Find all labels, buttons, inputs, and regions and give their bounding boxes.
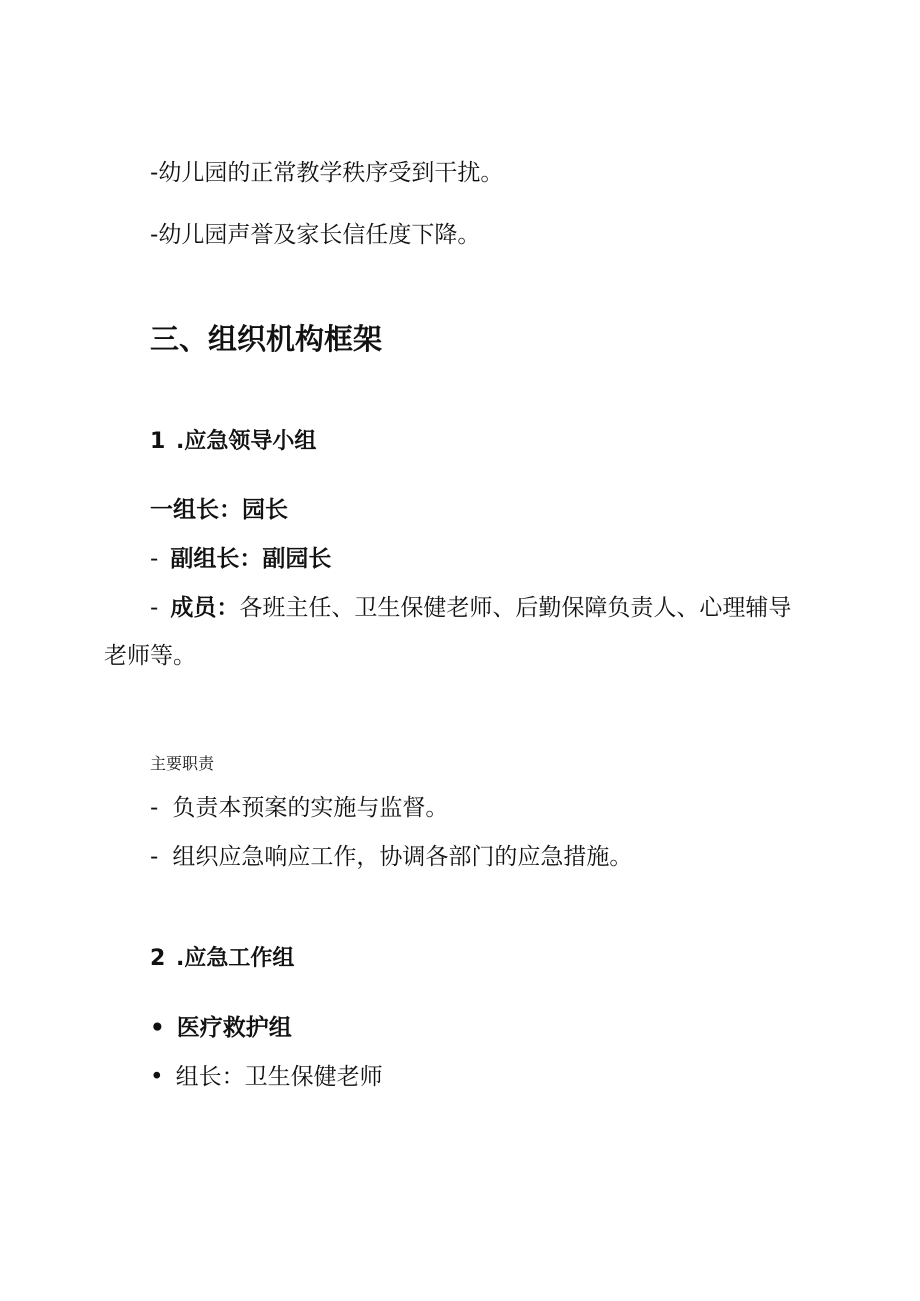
medical-group-title: 医疗救护组 — [176, 1015, 292, 1041]
duty-text: 负责本预案的实施与监督。 — [172, 795, 449, 821]
dash-mark: - — [150, 546, 159, 572]
leader-label: 组长： — [173, 497, 242, 523]
medical-leader-text: 组长：卫生保健老师 — [175, 1064, 383, 1090]
dash-mark: - — [150, 795, 159, 821]
dash-mark: - — [150, 595, 159, 621]
leader-value: 园长 — [242, 497, 288, 523]
duty-text: 组织应急响应工作，协调各部门的应急措施。 — [172, 844, 633, 870]
dash-mark: - — [150, 844, 159, 870]
dash-mark: 一 — [150, 497, 173, 523]
bullet-icon: • — [150, 1015, 165, 1041]
members-value-line1: 各班主任、卫生保健老师、后勤保障负责人、心理辅导 — [239, 595, 792, 621]
subsection-title-text: .应急工作组 — [176, 946, 295, 971]
risk-text: 幼儿园声誉及家长信任度下降。 — [158, 222, 481, 248]
leader-line — [150, 499, 288, 522]
risk-text: 幼儿园的正常教学秩序受到干扰。 — [158, 160, 504, 186]
duty-item-2 — [150, 846, 632, 869]
subsection-title-leadership — [150, 431, 316, 453]
bullet-icon: • — [150, 1064, 164, 1090]
medical-group-item — [150, 1017, 292, 1040]
deputy-value: 副园长 — [262, 546, 332, 572]
risk-item-1 — [150, 162, 503, 185]
duties-heading: 主要职责 — [150, 754, 215, 773]
deputy-label: 副组长： — [170, 546, 263, 572]
duty-item-1 — [150, 797, 448, 820]
subsection-title-text: .应急领导小组 — [176, 429, 317, 454]
risk-item-2 — [150, 224, 480, 247]
subsection-number: 1 — [150, 429, 166, 454]
dash-mark: - — [150, 222, 159, 248]
members-label: 成员： — [170, 595, 240, 621]
subsection-number: 2 — [150, 946, 166, 971]
dash-mark: - — [150, 160, 159, 186]
members-continuation: 老师等。 — [104, 643, 196, 669]
members-line — [150, 597, 791, 620]
deputy-line — [150, 548, 331, 571]
subsection-title-workgroup — [150, 948, 294, 970]
section-title: 三、组织机构框架 — [150, 322, 383, 356]
medical-leader-item — [150, 1066, 383, 1089]
